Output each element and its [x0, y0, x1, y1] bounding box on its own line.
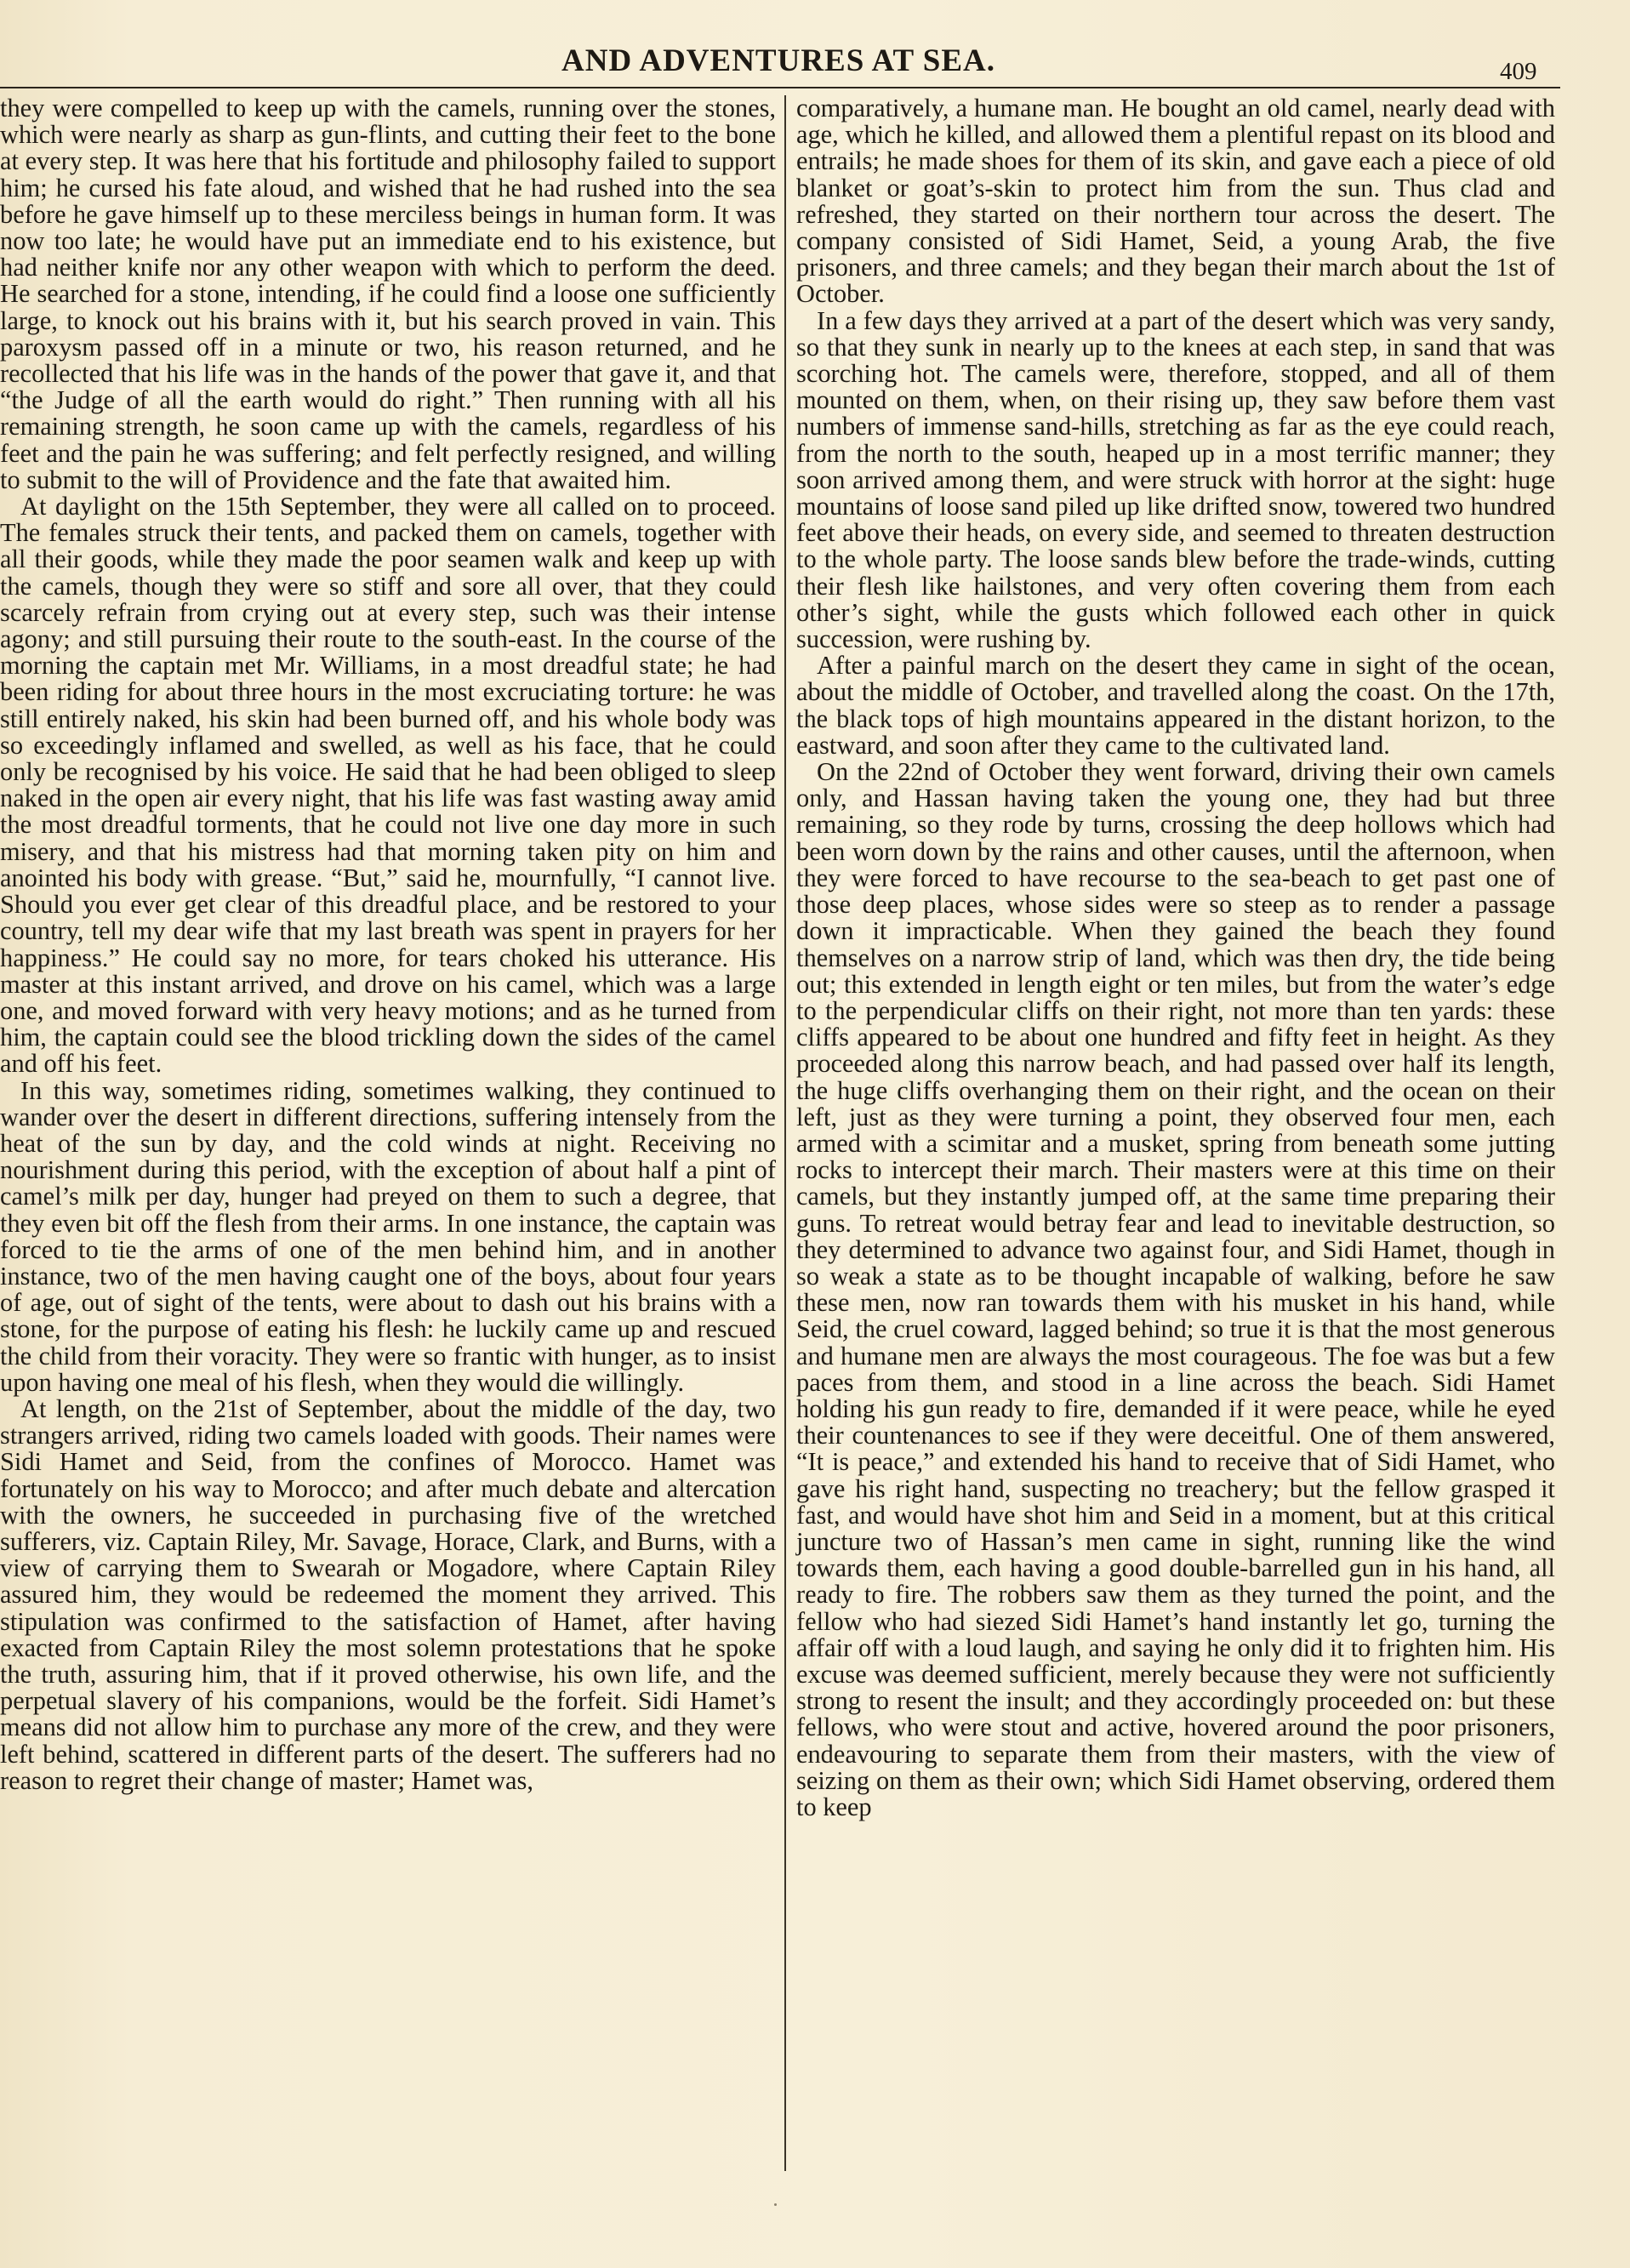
- right-column: [796, 95, 1555, 1821]
- header-rule: [0, 87, 1560, 88]
- column-divider: [784, 95, 786, 2171]
- right-paragraph-3: After a painful march on the desert they came in sight of the ocean, about the middle of October, and travelled along the coast. On the 17th, the black tops of high mountains appeared in the distant horizon, to the eastward, and soon after they came to the cultivated land.: [796, 651, 1555, 760]
- print-speck: [774, 2203, 777, 2206]
- page-number: 409: [1500, 58, 1537, 85]
- running-head: [0, 37, 1630, 88]
- left-paragraph-4: At length, on the 21st of September, about the middle of the day, two strangers arrived, riding two camels loaded with goods. Their names were Sidi Hamet and Seid, from the confines of Morocco. Hamet was fortunately on his way to Morocco; and after much debate and altercation with the owners, he succeeded in purchasing five of the wretched sufferers, viz. Captain Riley, Mr. Savage, Horace, Clark, and Burns, with a view of carrying them to Swearah or Mogadore, where Captain Riley assured him, they would be redeemed the moment they arrived. This stipulation was confirmed to the satisfaction of Hamet, after having exacted from Captain Riley the most solemn protestations that he spoke the truth, assuring him, that if it proved otherwise, his own life, and the perpetual slavery of his companions, would be the forfeit. Sidi Hamet’s means did not allow him to purchase any more of the crew, and they were left behind, scattered in different parts of the desert. The sufferers had no reason to regret their change of master; Hamet was,: [0, 1393, 776, 1795]
- right-paragraph-1: comparatively, a humane man. He bought an old camel, nearly dead with age, which he killed, and allowed them a plentiful repast on its blood and entrails; he made shoes for them of its skin, and gave each a piece of old blanket or goat’s-skin to protect him from the sun. Thus clad and refreshed, they started on their northern tour across the desert. The company consisted of Sidi Hamet, Seid, a young Arab, the five prisoners, and three camels; and they began their march about the 1st of October.: [796, 94, 1555, 309]
- right-paragraph-4: On the 22nd of October they went forward, driving their own camels only, and Hassan having taken the young one, they had but three remaining, so they rode by turns, crossing the deep hollows which had been worn down by the rains and other causes, until the afternoon, when they were forced to have recourse to the sea-beach to get past one of those deep places, whose sides were so steep as to render a passage down it impracticable. When they gained the beach they found themselves on a narrow strip of land, which was then dry, the tide being out; this extended in length eight or ten miles, but from the water’s edge to the perpendicular cliffs on their right, not more than ten yards: these cliffs appeared to be about one hundred and fifty feet in height. As they proceeded along this narrow beach, and had passed over half its length, the huge cliffs overhanging them on their right, and the ocean on their left, just as they were turning a point, they observed four men, each armed with a scimitar and a musket, spring from beneath some jutting rocks to intercept their march. Their masters were at this time on their camels, but they instantly jumped off, at the same time preparing their guns. To retreat would betray fear and lead to inevitable destruction, so they determined to advance two against four, and Sidi Hamet, though in so weak a state as to be thought incapable of walking, before he saw these men, now ran towards them with his musket in his hand, while Seid, the cruel coward, lagged behind; so true it is that the most generous and humane men are always the most courageous. The foe was but a few paces from them, and stood in a line across the beach. Sidi Hamet holding his gun ready to fire, demanded if it were peace, while he eyed their countenances to see if they were deceitful. One of them answered, “It is peace,” and extended his hand to receive that of Sidi Hamet, who gave his right hand, suspecting no treachery; but the fellow grasped it fast, and would have shot him and Seid in a moment, but at this critical juncture two of Hassan’s men came in sight, running like the wind towards them, each having a good double-barrelled gun in his hand, all ready to fire. The robbers saw them as they turned the point, and the fellow who had siezed Sidi Hamet’s hand instantly let go, turning the affair off with a loud laugh, and saying he only did it to frighten him. His excuse was deemed sufficient, merely because they were not sufficiently strong to resent the insult; and they accordingly proceeded on: but these fellows, who were stout and active, hovered around the poor prisoners, endeavouring to separate them from their masters, with the view of seizing on them as their own; which Sidi Hamet observing, ordered them to keep: [796, 757, 1555, 1821]
- left-paragraph-3: In this way, sometimes riding, sometimes walking, they continued to wander over the desert in different directions, suffering intensely from the heat of the sun by day, and the cold winds at night. Receiving no nourishment during this period, with the exception of about half a pint of camel’s milk per day, hunger had preyed on them to such a degree, that they even bit off the flesh from their arms. In one instance, the captain was forced to tie the arms of one of the men behind him, and in another instance, two of the men having caught one of the boys, about four years of age, out of sight of the tents, were about to dash out his brains with a stone, for the purpose of eating his flesh: he luckily came up and rescued the child from their voracity. They were so frantic with hunger, as to insist upon having one meal of his flesh, when they would die willingly.: [0, 1075, 776, 1397]
- right-paragraph-2: In a few days they arrived at a part of the desert which was very sandy, so that they sunk in nearly up to the knees at each step, in sand that was scorching hot. The camels were, therefore, stopped, and all of them mounted on them, when, on their rising up, they saw before them vast numbers of immense sand-hills, stretching as far as the eye could reach, from the north to the south, heaped up in a most terrific manner; they soon arrived among them, and were struck with horror at the sight: huge mountains of loose sand piled up like drifted snow, towered two hundred feet above their heads, on every side, and seemed to threaten destruction to the whole party. The loose sands blew before the trade-winds, cutting their flesh like hailstones, and very often covering them from each other’s sight, while the gusts which followed each other in quick succession, were rushing by.: [796, 305, 1555, 654]
- left-paragraph-1: they were compelled to keep up with the camels, running over the stones, which were nearly as sharp as gun-flints, and cutting their feet to the bone at every step. It was here that his fortitude and philosophy failed to support him; he cursed his fate aloud, and wished that he had rushed into the sea before he gave himself up to these merciless beings in human form. It was now too late; he would have put an immediate end to his existence, but had neither knife nor any other weapon with which to perform the deed. He searched for a stone, intending, if he could find a loose one sufficiently large, to knock out his brains with it, but his search proved in vain. This paroxysm passed off in a minute or two, his reason returned, and he recollected that his life was in the hands of the power that gave it, and that “the Judge of all the earth would do right.” Then running with all his remaining strength, he soon came up with the camels, regardless of his feet and the pain he was suffering; and felt perfectly resigned, and willing to submit to the will of Providence and the fate that awaited him.: [0, 94, 776, 494]
- left-column: [0, 95, 776, 1794]
- running-head-title: AND ADVENTURES AT SEA.: [561, 43, 995, 78]
- left-paragraph-2: At daylight on the 15th September, they were all called on to proceed. The females struck their tents, and packed them on camels, together with all their goods, while they made the poor seamen walk and keep up with the camels, though they were so stiff and sore all over, that they could scarcely refrain from crying out at every step, such was their intense agony; and still pursuing their route to the south-east. In the course of the morning the captain met Mr. Williams, in a most dreadful state; he had been riding for about three hours in the most excruciating torture: he was still entirely naked, his skin had been burned off, and his whole body was so exceedingly inflamed and swelled, as well as his face, that he could only be recognised by his voice. He said that he had been obliged to sleep naked in the open air every night, that his life was fast wasting away amid the most dreadful torments, that he could not live one day more in such misery, and that his mistress had that morning taken pity on him and anointed his body with grease. “But,” said he, mournfully, “I cannot live. Should you ever get clear of this dreadful place, and be restored to your country, tell my dear wife that my last breath was spent in prayers for her happiness.” He could say no more, for tears choked his utterance. His master at this instant arrived, and drove on his camel, which was a large one, and moved forward with very heavy motions; and as he turned from him, the captain could see the blood trickling down the sides of the camel and off his feet.: [0, 492, 776, 1079]
